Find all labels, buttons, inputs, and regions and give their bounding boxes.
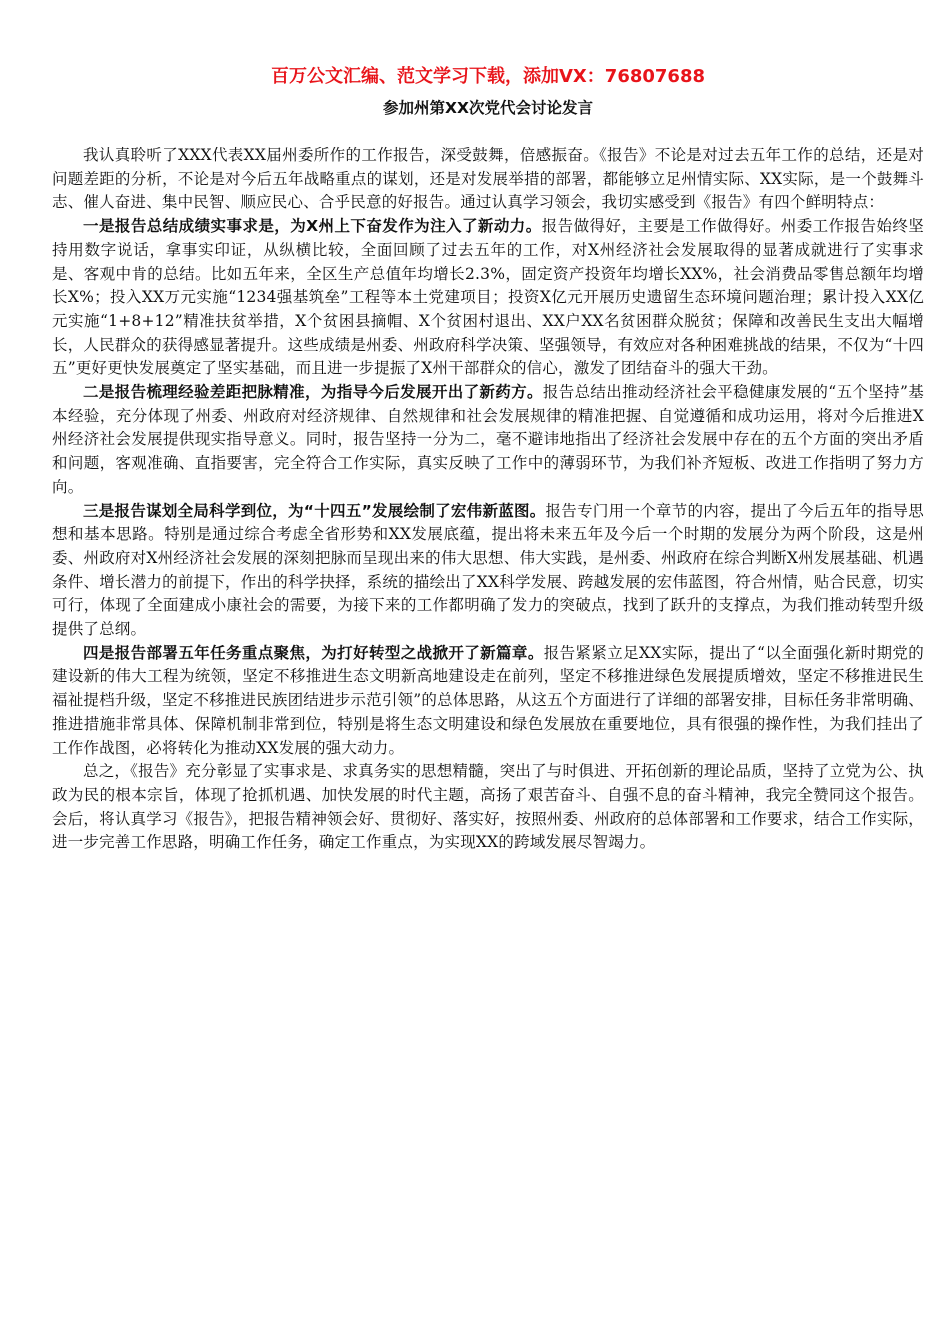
conclusion-paragraph: 总之，《报告》充分彰显了实事求是、求真务实的思想精髓，突出了与时俱进、开拓创新的理论品质，坚持了立党为公、执政为民的根本宗旨，体现了抢抓机遇、加快发展的时代主题，高扬了艰苦奋斗、自强不息的奋斗精神，我完全赞同这个报告。会后，将认真学习《报告》，把报告精神领会好、贯彻好、落实好，按照州委、州政府的总体部署和工作要求，结合工作实际，进一步完善工作思路，明确工作任务，确定工作重点，为实现XX的跨域发展尽智竭力。 bbox=[52, 762, 924, 852]
point-paragraph-4 bbox=[52, 642, 924, 761]
point-paragraph-1 bbox=[52, 215, 924, 381]
point-lead-3: 三是报告谋划全局科学到位，为“十四五”发展绘制了宏伟新蓝图。 bbox=[83, 501, 546, 520]
point-body-4: 报告紧紧立足XX实际，提出了“以全面强化新时期党的建设新的伟大工程为统领，坚定不移推进生态文明新高地建设走在前列，坚定不移推进绿色发展提质增效，坚定不移推进民生福祉提档升级，坚定不移推进民族团结进步示范引领”的总体思路，从这五个方面进行了详细的部署安排，目标任务非常明确、推进措施非常具体、保障机制非常到位，特别是将生态文明建设和绿色发展放在重要地位，具有很强的操作性，为我们挂出了工作作战图，必将转化为推动XX发展的强大动力。 bbox=[52, 643, 924, 757]
point-paragraph-2 bbox=[52, 381, 924, 500]
document-title: 参加州第XX次党代会讨论发言 bbox=[383, 99, 593, 117]
point-body-3: 报告专门用一个章节的内容，提出了今后五年的指导思想和基本思路。特别是通过综合考虑全省形势和XX发展底蕴，提出将未来五年及今后一个时期的发展分为两个阶段，这是州委、州政府对X州经济社会发展的深刻把脉而呈现出来的伟大思想、伟大实践，是州委、州政府在综合判断X州发展基础、机遇条件、增长潜力的前提下，作出的科学抉择，系统的描绘出了XX科学发展、跨越发展的宏伟蓝图，符合州情，贴合民意，切实可行，体现了全面建成小康社会的需要，为接下来的工作都明确了发力的突破点，找到了跃升的支撑点，为我们推动转型升级提供了总纲。 bbox=[52, 501, 924, 639]
point-body-2: 报告总结出推动经济社会平稳健康发展的“五个坚持”基本经验，充分体现了州委、州政府对经济规律、自然规律和社会发展规律的精准把握、自觉遵循和成功运用，将对今后推进X州经济社会发展提供现实指导意义。同时，报告坚持一分为二，毫不避讳地指出了经济社会发展中存在的五个方面的突出矛盾和问题，客观准确、直指要害，完全符合工作实际，真实反映了工作中的薄弱环节，为我们补齐短板、改进工作指明了努力方向。 bbox=[52, 383, 924, 496]
point-paragraph-3 bbox=[52, 500, 924, 642]
intro-paragraph: 我认真聆听了XXX代表XX届州委所作的工作报告，深受鼓舞，倍感振奋。《报告》不论是对过去五年工作的总结，还是对问题差距的分析，不论是对今后五年战略重点的谋划，还是对发展举措的部署，都能够立足州情实际、XX实际，是一个鼓舞斗志、催人奋进、集中民智、顺应民心、合乎民意的好报告。通过认真学习领会，我切实感受到《报告》有四个鲜明特点： bbox=[52, 146, 924, 212]
point-body-1: 报告做得好，主要是工作做得好。州委工作报告始终坚持用数字说话，拿事实印证，从纵横比较，全面回顾了过去五年的工作，对X州经济社会发展取得的显著成就进行了实事求是、客观中肯的总结。比如五年来，全区生产总值年均增长2.3%，固定资产投资年均增长XX%，社会消费品零售总额年均增长X%；投入XX万元实施“1234强基筑垒”工程等本土党建项目；投资X亿元开展历史遗留生态环境问题治理；累计投入XX亿元实施“1+8+12”精准扶贫举措，X个贫困县摘帽、X个贫困村退出、XX户XX名贫困群众脱贫；保障和改善民生支出大幅增长，人民群众的获得感显著提升。这些成绩是州委、州政府科学决策、坚强领导，有效应对各种困难挑战的结果，不仅为“十四五”更好更快发展奠定了坚实基础，而且进一步提振了X州干部群众的信心，激发了团结奋斗的强大干劲。 bbox=[52, 217, 924, 378]
point-lead-4: 四是报告部署五年任务重点聚焦，为打好转型之战掀开了新篇章。 bbox=[83, 643, 544, 662]
point-lead-2: 二是报告梳理经验差距把脉精准，为指导今后发展开出了新药方。 bbox=[83, 383, 543, 402]
point-lead-1: 一是报告总结成绩实事求是，为X州上下奋发作为注入了新动力。 bbox=[83, 217, 542, 236]
promo-banner: 百万公文汇编、范文学习下载，添加VX：76807688 bbox=[270, 66, 705, 87]
